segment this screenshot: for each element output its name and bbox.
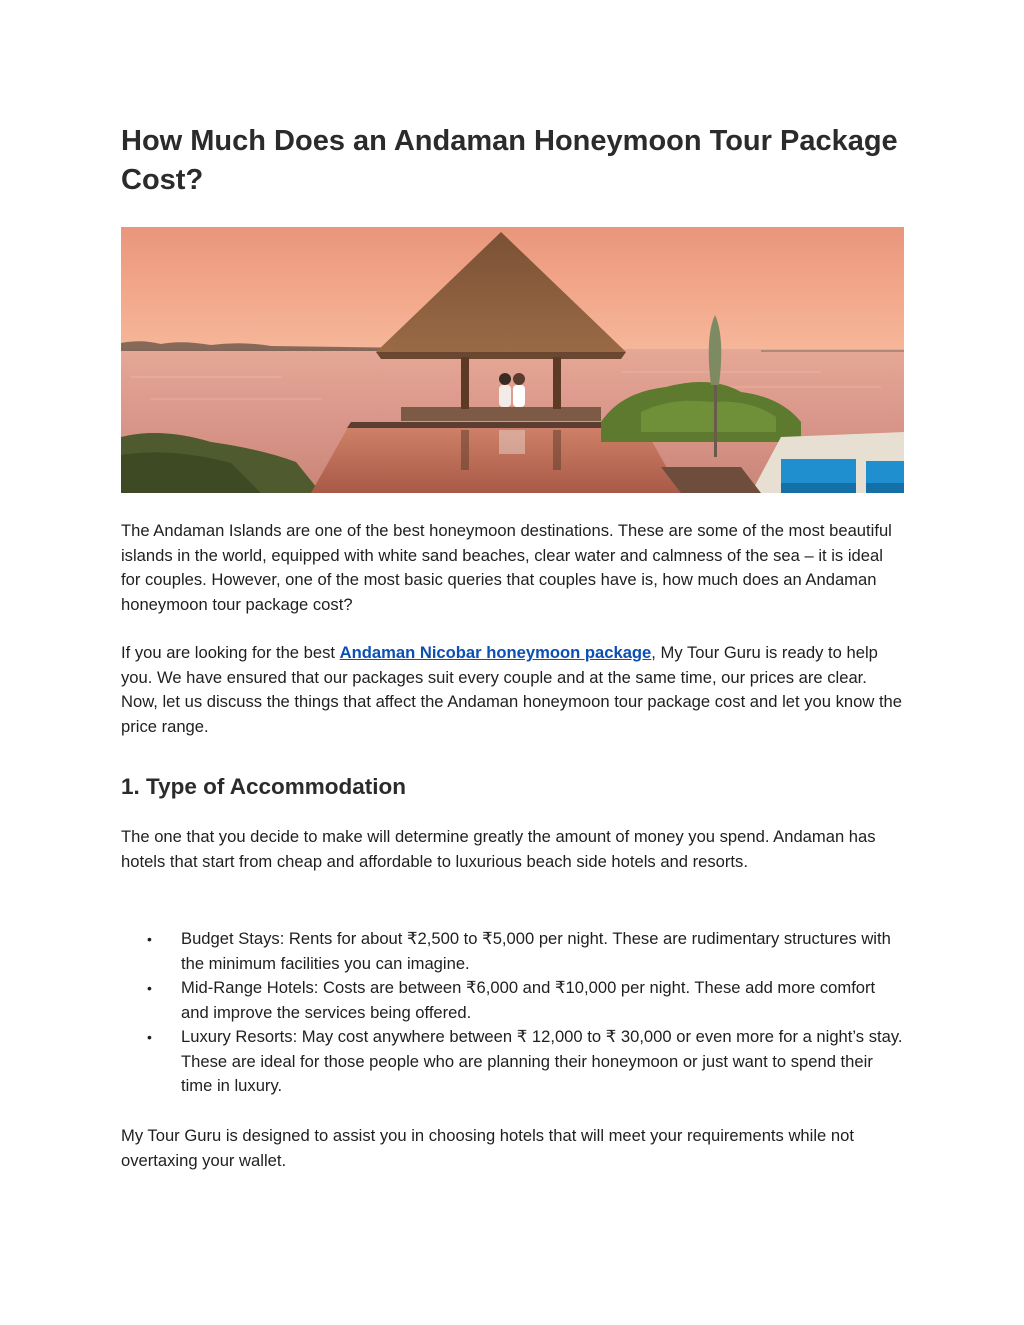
intro-paragraph: The Andaman Islands are one of the best honeymoon destinations. These are some of the most beautiful islands in the world, equipped with white sand beaches, clear water and calmness of the sea – it is ideal for couples. However, one of the most basic queries that couples have is, how much does an Andaman honeymoon tour package cost? xyxy=(121,521,892,614)
honeymoon-package-link[interactable]: Andaman Nicobar honeymoon package xyxy=(339,643,652,662)
bullet-icon: • xyxy=(147,931,152,947)
article-title: How Much Does an Andaman Honeymoon Tour Package Cost? xyxy=(121,125,898,196)
bullet-icon: • xyxy=(147,1029,152,1045)
list-item xyxy=(121,927,905,976)
accommodation-intro: The one that you decide to make will determine greatly the amount of money you spend. Andaman has hotels that start from cheap and affordable to luxurious beach side hotels and resorts. xyxy=(121,827,876,871)
package-paragraph-rest: , My Tour Guru is ready to help you. We have ensured that our packages suit every couple and at the same time, our prices are clear. Now, let us discuss the things that affect the Andaman honeymoon tour package cost and let you know the price range. xyxy=(121,643,903,736)
section-heading-accommodation: 1. Type of Accommodation xyxy=(121,774,407,799)
honeymoon-gazebo-illustration xyxy=(121,227,904,493)
list-item xyxy=(121,976,905,1025)
list-item xyxy=(121,1025,905,1099)
accommodation-list xyxy=(121,927,905,1099)
closing-paragraph: My Tour Guru is designed to assist you in choosing hotels that will meet your requirements while not overtaxing your wallet. xyxy=(121,1126,854,1170)
bullet-icon: • xyxy=(147,980,152,996)
list-item-text: Luxury Resorts: May cost anywhere between ₹ 12,000 to ₹ 30,000 or even more for a night’s stay. These are ideal for those people who are planning their honeymoon or just want to spend their time in luxury. xyxy=(181,1027,903,1095)
package-paragraph-lead: If you are looking for the best xyxy=(121,643,340,662)
package-paragraph xyxy=(121,641,905,739)
list-item-text: Budget Stays: Rents for about ₹2,500 to ₹5,000 per night. These are rudimentary structures with the minimum facilities you can imagine. xyxy=(181,929,891,973)
list-item-text: Mid-Range Hotels: Costs are between ₹6,000 and ₹10,000 per night. These add more comfort and improve the services being offered. xyxy=(181,978,876,1022)
hero-image xyxy=(121,227,904,493)
